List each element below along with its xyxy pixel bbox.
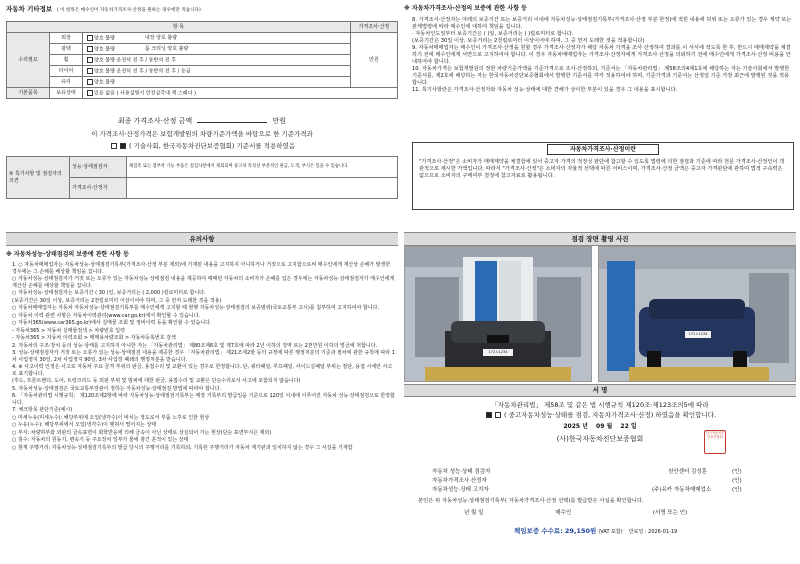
photo-bar: 점검 장면 촬영 사진 xyxy=(404,232,796,246)
row-wheel-value: 양호 불량 운전석 전 후 / 동반석 전 후 xyxy=(83,55,351,66)
caution-bar: 유의사항 xyxy=(6,232,398,246)
guarantee-item: 8. 가격조사·산정자는 아래의 보증기간 또는 보증거리 이내에 자동차성능·상태점검기록부(가격조사·산정 부분 한정)에 적힌 내용에 허위 또는 오류가 있는 경우 계약 또는 관계법령에 따라 매수인에 대하여 책임을 집니다. xyxy=(412,17,792,31)
other-info-title: 자동차 기타정보 xyxy=(6,5,53,13)
caution-item: ○ 침수: 자동차의 원동기, 변속기 등 주요장치 일부가 물에 잠긴 흔적이 있는 상태 xyxy=(12,437,189,443)
caution-section xyxy=(6,232,398,560)
caution-item: (보증기간은 30일 이상, 보증거리는 2천킬로미터 이상이어야 하며, 그 중 먼저 도래한 것을 적용) xyxy=(12,297,222,304)
notifier-value: (주)유카 자동차매매업소 xyxy=(652,487,712,493)
col-price: 가격조사·산정 xyxy=(351,22,398,33)
special-label: ⑤ 특기사항 및 점검자의 의견 xyxy=(7,157,70,199)
caution-item: - 자동차365 > 자동차 이력조회 > 매매용차량조회 > 자동차등록번호 검색 xyxy=(12,335,176,341)
row-exterior-label: 외장 xyxy=(50,33,83,44)
basic-label: 기본품목 xyxy=(7,88,50,99)
buyer-sign: (서명 또는 인) xyxy=(652,510,688,516)
buyer-label: 매수인 xyxy=(555,510,572,516)
caution-item: 3. 성능·상태점검자가 거짓 또는 오류가 있는 성능·상태점검 내용을 제공한 경우 「자동차관리법」 제21조제2항 등의 규정에 따른 행정처분의 기준과 절차에 관한 규칙에 따라 1차 사업정지 30일, 2차 사업정지 90일, 3차 사업장 폐쇄의 행정처분을 받습니다. xyxy=(12,350,395,363)
guarantee-item: 9. 자동차매매업자는 매수인이 가격조사·산정을 원할 경우 가격조사·산정자가 해당 자동차 가격을 조사·산정하여 결과를 이 서식에 적도록 한 후, 반드시 매매계약을 체결하기 전에 매수인에게 서면으로 고지하여야 합니다. 이 경우 자동차매매업자는 가격조사·산정자에게 가격조사·산정을 의뢰하기 전에 매수인에게 가격조사·산정 비용을 안내하여야 합니다. xyxy=(412,45,791,66)
caution-item: ○ 자동차 이력 관련 사항은 자동차이력관리(www.car.go.kr)에서 확인할 수 있습니다. xyxy=(12,312,201,319)
caution-item: ○ 미세누유(미세누수): 해당부위에 오일(냉각수)이 비치는 정도로서 부품 노후로 인한 현상 xyxy=(12,414,210,421)
row-wheel-label: 휠 xyxy=(50,55,83,66)
inspector-value: 천안센터 김성훈 xyxy=(668,469,707,475)
sign-text1: 「자동차관리법」 제58조 및 같은 법 시행규칙 제120조·제123조의5에 따라 xyxy=(491,401,709,409)
basic-sub: 보유상태 xyxy=(50,88,83,99)
caution-item: - 자동차365 > 자동차 실매물검색 > 차량번호 입력 xyxy=(12,327,125,334)
fee-label: 책임보증 수수료: xyxy=(514,527,563,535)
inspection-photo-rear xyxy=(598,246,796,382)
final-price-label: 최종 가격조사·산정 금액 xyxy=(117,117,193,125)
row-tire-label: 타이어 xyxy=(50,66,83,77)
expiry-date: 만료일 : 2026-01-19 xyxy=(628,529,678,535)
appraiser-label: 자동차가격조사·산정자 xyxy=(432,478,487,484)
row-exterior-value: 양호 불량 내장 양호 불량 xyxy=(83,33,351,44)
caution-item: 7. 체크항목 판단기준(예시) xyxy=(12,407,73,413)
special-inspector-text: 체검측 또는 점부착 가능 부품은 점검사항에서 제외되며 중고차 특성상 부분적인 판금, 도색, 부식은 있을 수 있습니다. xyxy=(127,157,398,178)
row-glass-value: 양호 불량 xyxy=(83,77,351,88)
receive-date: 년 월 일 xyxy=(464,510,484,516)
caution-item: ○ 자동차매매업자는 자동차 자동차성능·상태점검기록부를 매수인에게 고지할 때 현행 자동차성능·상태점검의 보증범위(국토교통부 고시)를 첨부하여 고지하여야 합니다. xyxy=(12,305,379,311)
sign-year: 2025 xyxy=(563,423,581,431)
caution-item: 6. 「자동차관리법 시행규칙」 제120조제2항에 따라 자동차성능·상태점검기록부는 매장 기록부의 발급일을 기준으로 120일 이내에 이루어진 자동차 성능·상태점검으로 한정합니다. xyxy=(12,393,395,406)
caution-item: 1. ○ 자동차매매업자는 자동차성능·상태점검기록부(가격조사·산정 부분 제외)에 기재된 내용을 고지하지 아니하거나 거짓으로 고지함으로써 매수인에게 재산상 손해가 발생한 경우에는 그 손해를 배상할 책임을 집니다. xyxy=(12,262,391,275)
sign-section: 서 명 「자동차관리법」 제58조 및 같은 법 시행규칙 제120조·제123조의5에 따라 ( 중고자동차성능·상태를 점검, 자동차가격조사·산정) 하였음을 확인합니다. 2025 년 09 월 22 일 (사)한국자동차진단보증협회 한국자동차진단보증협회 자동차 성능·상태 점검자 천안센터 김성훈 (인) 자동차가격조사·산정자 (인) 자동차성능·상태 고지자 (주)유카 자동차매매업소 (인) 본인은 위 자동차성능·상태점검기록부( 자동차가격조사·산정 선택)를 발급받은 사실을 확인합니다. 년 월 일 매수인 (서명 또는 인) 책임보증 수수료: 29,150원 (VAT 포함) 만료일 : 2026-01-19 xyxy=(404,384,796,560)
row-gloss-value: 양호 불량 룸 크리닝 양호 불량 xyxy=(83,44,351,55)
final-price-unit: 만원 xyxy=(272,117,287,125)
basis-options: ( 기술사회, 한국자동차진단보증협회) 기준서를 적용하였음 xyxy=(128,142,296,150)
basic-value: 있음 없음 ( 사용설명서 안전삼각대 잭 스패너 ) xyxy=(83,88,398,99)
basis-text: 이 가격조사·산정가격은 보험개발원의 차량기준가액을 바탕으로 한 기준가격과 xyxy=(91,130,313,138)
caution-item: 5. 자동차성능·상태점검은 국토교통부장관이 정하는 자동차성능·상태점검 방법에 따라야 합니다. xyxy=(12,385,222,392)
other-info-section xyxy=(6,5,398,220)
plate-rear: 172노1234 xyxy=(688,332,708,336)
col-item: 항 목 xyxy=(7,22,351,33)
caution-item: ○ 자동차성능·상태점검자가 거짓 또는 오류가 있는 자동차성능·상태점검 내용을 제공하여 매매된 자동차의 소비자가 손해를 입은 경우에는 자동차성능·상태점검자가 매수인에게 재산상 손해를 배상할 책임을 집니다. xyxy=(12,276,395,289)
plate-front: 172노1234 xyxy=(488,350,508,354)
sign-day: 22 xyxy=(620,423,629,431)
association-stamp: 한국자동차진단보증협회 xyxy=(704,430,726,454)
fee-value: 29,150원 xyxy=(564,527,597,535)
guarantee-item: 10. 자동차가격은 보험개발원의 정한 차량기준가액을 기준가격으로 조사·산정하되, 기준서는 「자동차관리법」 제58조의4제1호에 해당하는 자는 기술사회에서 발행한 기준서를, 제2호에 해당하는 자는 한국자동차진단보증협회에서 발행한 기준서를 각각 적용하여야 하며, 기준가격과 기준서는 산정일 기준 가장 최근에 발행된 것을 적용합니다. xyxy=(412,66,790,87)
sign-bar: 서 명 xyxy=(404,384,796,397)
repair-label: 수리필요 xyxy=(7,33,50,88)
price-guarantee-title: ※ 자동차가격조사·산정의 보증에 관한 사항 등 xyxy=(404,5,527,12)
special-table xyxy=(6,156,398,199)
caution-item: ○ 자동차365(www.car365.go.kr)에서 실매물 조회 및 정비이력 등을 확인할 수 있습니다. xyxy=(12,320,212,326)
caution-title: ※ 자동차성능·상태점검의 보증에 관한 사항 등 xyxy=(6,251,129,258)
caution-item: ○ 부식: 차량하부와 외판의 금속표면이 화학반응에 의해 금속이 아닌 상태로 상실되어 가는 현상(단순 표면부식은 제외) xyxy=(12,429,272,436)
row-tire-value: 양호 불량 운전석 전 후 / 동반석 전 후 / 응급 xyxy=(83,66,351,77)
caution-item: (후드, 프론트펜더, 도어, 트렁크리드 등 외판 부위 및 범퍼에 대한 판금, 용접수리 및 교환은 단순수리로서 사고에 포함되지 않습니다) xyxy=(12,378,301,384)
guarantee-item: 11. 특기사항란은 가격조사·산정자와 자동차 성능·상태에 대한 견해가 상이한 부분이 있을 경우 그 내용을 표시합니다. xyxy=(412,87,678,94)
fee-vat: (VAT 포함) xyxy=(598,529,623,535)
row-glass-label: 유리 xyxy=(50,77,83,88)
guarantee-item: (보증기간은 30일 이상, 보증거리는 2천킬로미터 이상이어야 하며, 그 중 먼저 도래한 것을 적용합니다) xyxy=(412,38,645,45)
price-guarantee-section xyxy=(404,5,796,220)
receive-text: 본인은 위 자동차성능·상태점검기록부( 자동차가격조사·산정 선택)를 발급받은 사실을 확인합니다. xyxy=(418,498,644,504)
other-info-note: ( 이 항목은 매수인이 자동차가격조사·산정을 원하는 경우에만 적습니다) xyxy=(56,8,201,13)
notice-text: "가격조사·산정"은 소비자가 매매계약을 체결함에 있어 중고자 가격의 적정성 판단에 참고할 수 있도록 법령에 의한 점검과 기준에 따라 전문 가격조사·산정인이 객관적으로 제시한 가액입니다. 따라서 "가격조사·산정"은 소비자의 자율적 선택에 따른 서비스이며, 가격조사·산정 금액은 중고자 가격판단에 관하여 법적 구속력은 없으므로 소비자의 구매여부 결정에 참고자료로 활용됩니다. xyxy=(419,158,785,180)
final-price-box xyxy=(197,122,267,123)
row-gloss-label: 광택 xyxy=(50,44,83,55)
caution-item: ○ 현재 주행거리: 자동차성능·상태점검기록부의 발급 당시의 주행거리를 기록하되, 기록된 주행거리가 자동차 계기판과 일치하지 않는 경우 그 사실을 기재함 xyxy=(12,444,353,451)
caution-item: ○ 누유(누수): 해당부위에서 오일(냉각수)이 맺혀서 떨어지는 상태 xyxy=(12,422,157,428)
special-appraiser-label: 가격조사·산정자 xyxy=(70,178,127,199)
price-unit: 만원 xyxy=(351,33,398,88)
photo-section xyxy=(404,232,796,382)
guarantee-item: · 자동차인도일부터 보증기간은 ( )일, 보증거리는 ( )킬로미터로 합니다. xyxy=(412,31,574,38)
repair-table xyxy=(6,21,398,99)
caution-item: ○ 자동차성능·상태점검자는 보증기간 ( 30 )일, 보증거리는 ( 2,000 )킬로미터로 합니다. xyxy=(12,290,206,296)
notice-box xyxy=(412,142,794,210)
sign-text2: ( 중고자동차성능·상태를 점검, 자동차가격조사·산정) 하였음을 확인합니다. xyxy=(504,411,717,420)
special-inspector-label: 성능·상태점검자 xyxy=(70,157,127,178)
caution-item: 2. 자동차의 구조·장치 등의 성능·상태를 고지하지 아니한 자는 「자동차관리법」 제80조제6호 및 제7호에 따라 2년 이하의 징역 또는 2천만원 이하의 벌금에 처합니다. xyxy=(12,342,378,349)
notifier-label: 자동차성능·상태 고지자 xyxy=(432,487,489,493)
sign-org: (사)한국자동차진단보증협회 xyxy=(556,434,644,443)
inspector-label: 자동차 성능·상태 점검자 xyxy=(432,469,491,475)
notice-title: 자동차가격조사·산정이란 xyxy=(547,144,659,155)
caution-item: 4. ※ 사고이력 인정은 사고로 자동차 주요 골격 부위의 판금, 용접수리 및 교환이 있는 경우로 한정합니다. 단, 쿼터패널, 루프패널, 사이드실패널 부위는 절단, 용접 시에만 사고로 표기합니다. xyxy=(12,364,393,377)
sign-month: 09 xyxy=(596,423,605,431)
inspection-photo-front xyxy=(404,246,592,382)
